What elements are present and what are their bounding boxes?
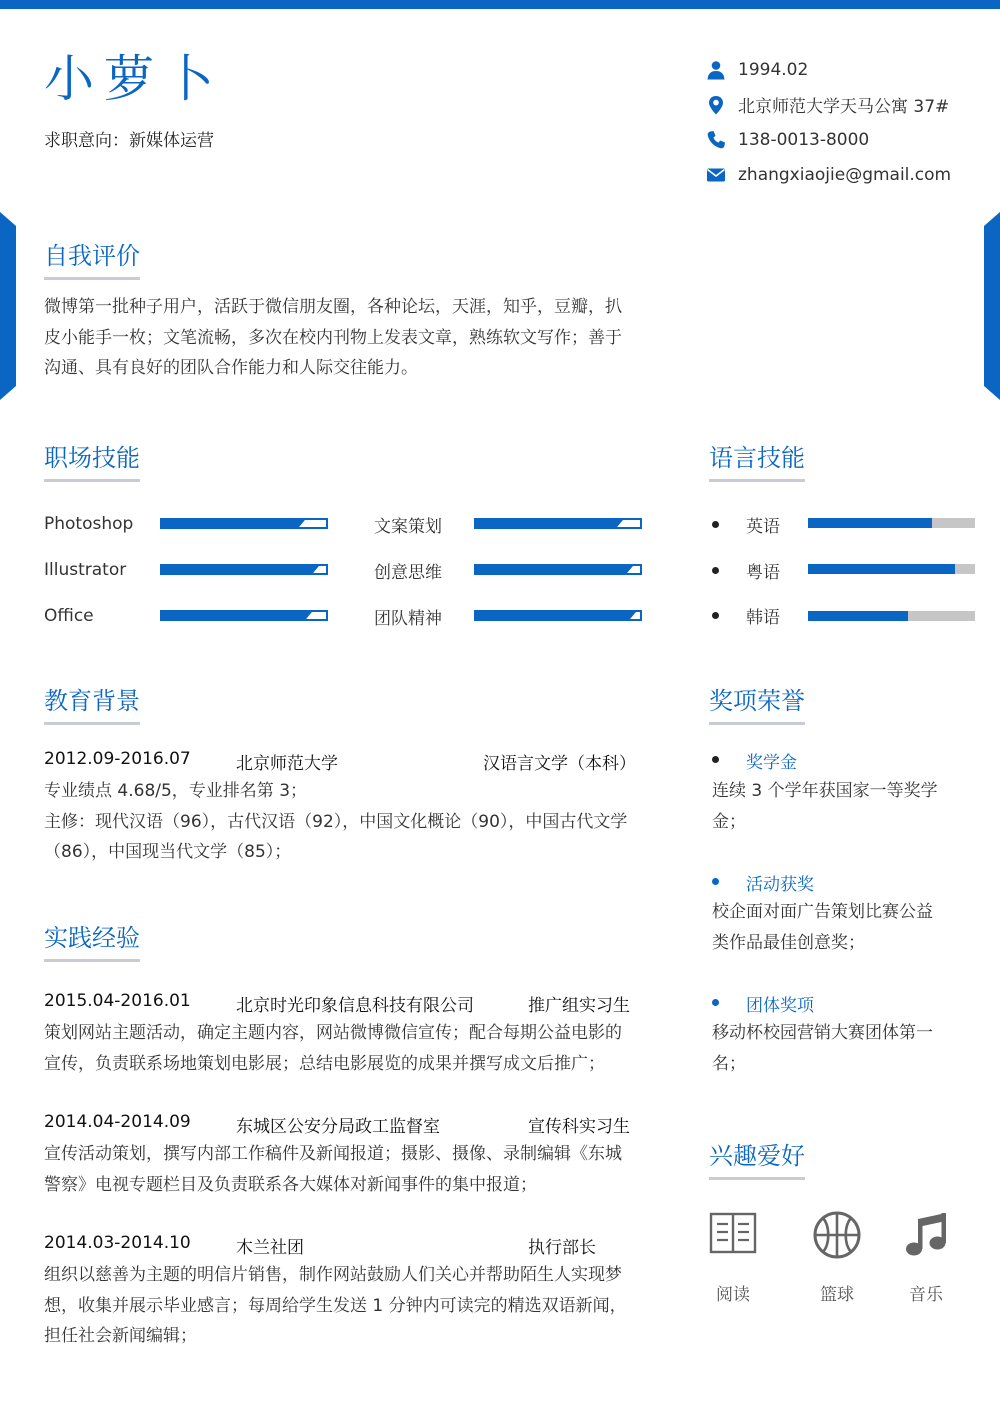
exp-details (44, 1139, 654, 1200)
right-accent-tab (984, 212, 1000, 400)
bullet-dot (712, 999, 719, 1006)
self-eval-text (44, 292, 644, 384)
skill-item (374, 512, 442, 536)
hobby-item (700, 1210, 766, 1305)
edu-line: 主修：现代汉语（96），古代汉语（92），中国文化概论（90），中国古代文学 (44, 811, 628, 832)
candidate-name: 小萝卜 (44, 50, 224, 108)
exp-org: 木兰社团 (236, 1238, 304, 1258)
location-pin-icon (706, 95, 726, 115)
skill-item (374, 604, 442, 628)
lang-label: 粤语 (746, 562, 780, 583)
phone-text: 138-0013-8000 (738, 129, 870, 150)
skill-bar (474, 518, 642, 529)
lang-bar-fill (808, 564, 955, 574)
skill-bar (160, 518, 328, 529)
award-name: 团体奖项 (746, 996, 814, 1016)
music-note-icon (901, 1210, 951, 1260)
award-desc (712, 897, 972, 958)
skill-item (374, 558, 442, 582)
lang-bar (808, 518, 975, 528)
left-accent-tab (0, 212, 16, 400)
lang-bar-fill (808, 518, 932, 528)
bullet-dot (712, 612, 719, 619)
hobby-item (893, 1210, 959, 1305)
exp-role: 执行部长 (528, 1238, 596, 1258)
edu-date: 2012.09-2016.07 (44, 749, 191, 769)
top-accent-bar (0, 0, 1000, 9)
edu-line: （86），中国现当代文学（85）； (44, 842, 292, 862)
email-text: zhangxiaojie@gmail.com (738, 164, 952, 185)
self-eval-line: 沟通、具有良好的团队合作能力和人际交往能力。 (44, 358, 418, 378)
skill-bar (474, 610, 642, 621)
award-name: 奖学金 (746, 753, 797, 773)
bullet-dot (712, 756, 719, 763)
hobby-label: 音乐 (909, 1285, 943, 1305)
award-line: 移动杯校园营销大赛团体第一 (712, 1023, 933, 1043)
skill-bar-fill (162, 520, 296, 527)
skill-bar (474, 564, 642, 575)
skill-bar (160, 564, 328, 575)
job-intent: 求职意向：新媒体运营 (44, 131, 214, 151)
lang-label: 韩语 (746, 607, 780, 628)
contact-birth-row (706, 52, 951, 87)
lang-label: 英语 (746, 516, 780, 537)
contact-address-row (706, 87, 951, 122)
award-name: 活动获奖 (746, 875, 814, 895)
self-eval-line: 皮小能手一枚；文笔流畅，多次在校内刊物上发表文章，熟练软文写作；善于 (44, 327, 622, 348)
edu-major: 汉语言文学（本科） (483, 754, 636, 774)
exp-role: 推广组实习生 (528, 996, 630, 1016)
section-title-lang-skills: 语言技能 (709, 446, 805, 482)
hobby-label: 阅读 (716, 1285, 750, 1305)
exp-date: 2015.04-2016.01 (44, 991, 191, 1011)
section-title-hobbies: 兴趣爱好 (709, 1144, 805, 1180)
award-line: 类作品最佳创意奖； (712, 932, 865, 953)
contact-email-row (706, 157, 951, 192)
exp-org: 东城区公安分局政工监督室 (236, 1117, 440, 1137)
section-title-awards: 奖项荣誉 (709, 689, 805, 725)
bullet-dot (712, 878, 719, 885)
exp-line: 策划网站主题活动，确定主题内容，网站微博微信宣传；配合每期公益电影的 (44, 1023, 622, 1043)
basketball-icon (812, 1210, 862, 1260)
contact-phone-row (706, 122, 951, 157)
award-line: 名； (712, 1053, 746, 1074)
skill-bar (160, 610, 328, 621)
section-title-experience: 实践经验 (44, 926, 140, 962)
exp-role: 宣传科实习生 (528, 1117, 630, 1137)
skill-label: Office (44, 606, 94, 626)
skill-label: Photoshop (44, 514, 134, 534)
lang-bar-fill (808, 611, 908, 621)
lang-bar (808, 611, 975, 621)
edu-school: 北京师范大学 (236, 754, 338, 774)
exp-org: 北京时光印象信息科技有限公司 (236, 996, 474, 1016)
self-eval-line: 微博第一批种子用户，活跃于微信朋友圈，各种论坛，天涯，知乎，豆瓣，扒 (44, 297, 622, 317)
skill-item (44, 512, 133, 536)
lang-item (746, 603, 780, 627)
birth-text: 1994.02 (738, 59, 809, 80)
section-title-education: 教育背景 (44, 689, 140, 725)
contact-block (706, 52, 951, 192)
skill-label: Illustrator (44, 560, 127, 580)
skill-bar-fill (162, 612, 303, 619)
skill-bar-fill (476, 612, 627, 619)
skill-bar-fill (162, 566, 310, 573)
award-line: 校企面对面广告策划比赛公益 (712, 902, 933, 922)
award-desc (712, 1018, 972, 1079)
bullet-dot (712, 521, 719, 528)
skill-label: 创意思维 (374, 562, 442, 583)
exp-line: 担任社会新闻编辑； (44, 1326, 197, 1346)
lang-item (746, 558, 780, 582)
skill-label: 文案策划 (374, 516, 442, 537)
section-title-work-skills: 职场技能 (44, 446, 140, 482)
hobby-label: 篮球 (820, 1285, 854, 1305)
exp-line: 组织以慈善为主题的明信片销售，制作网站鼓励人们关心并帮助陌生人实现梦 (44, 1265, 622, 1285)
person-icon (706, 60, 726, 80)
edu-line: 专业绩点 4.68/5，专业排名第 3； (44, 781, 308, 801)
edu-details (44, 776, 654, 868)
skill-bar-fill (476, 520, 614, 527)
skill-item (44, 558, 126, 582)
exp-line: 宣传，负责联系场地策划电影展；总结电影展览的成果并撰写成文后推广； (44, 1053, 605, 1074)
phone-icon (706, 130, 726, 150)
exp-line: 宣传活动策划，撰写内部工作稿件及新闻报道；摄影、摄像、录制编辑《东城 (44, 1144, 622, 1164)
exp-date: 2014.03-2014.10 (44, 1233, 191, 1253)
award-line: 金； (712, 811, 746, 832)
skill-item (44, 604, 94, 628)
skill-bar-fill (476, 566, 624, 573)
skill-label: 团队精神 (374, 608, 442, 629)
address-text: 北京师范大学天马公寓 37# (738, 97, 950, 117)
book-icon (708, 1210, 758, 1256)
award-desc (712, 776, 972, 837)
exp-details (44, 1260, 654, 1352)
email-icon (706, 165, 726, 185)
exp-details (44, 1018, 654, 1079)
exp-date: 2014.04-2014.09 (44, 1112, 191, 1132)
section-title-self-eval: 自我评价 (44, 244, 140, 280)
bullet-dot (712, 567, 719, 574)
exp-line: 警察》电视专题栏目及负责联系各大媒体对新闻事件的集中报道； (44, 1174, 537, 1195)
hobby-item (804, 1210, 870, 1305)
award-line: 连续 3 个学年获国家一等奖学 (712, 781, 938, 801)
lang-item (746, 512, 780, 536)
lang-bar (808, 564, 975, 574)
exp-line: 想，收集并展示毕业感言；每周给学生发送 1 分钟内可读完的精选双语新闻， (44, 1295, 627, 1316)
